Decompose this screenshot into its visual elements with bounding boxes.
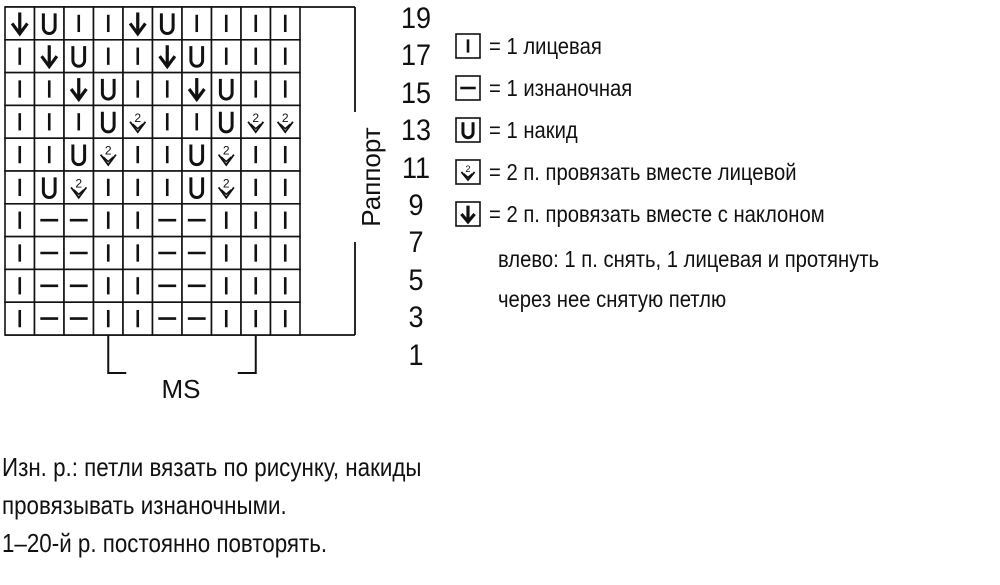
knit-stitch-icon xyxy=(212,204,242,237)
knit-stitch-icon xyxy=(35,105,65,138)
knit-stitch-icon xyxy=(271,40,301,73)
knit-stitch-icon xyxy=(5,40,35,73)
knit-stitch-icon xyxy=(94,269,124,302)
legend-continuation-line-2: через нее снятую петлю xyxy=(498,286,727,312)
purl-stitch-icon xyxy=(153,237,183,270)
row-number: 17 xyxy=(400,39,432,73)
knit-stitch-icon xyxy=(241,73,271,106)
purl-stitch-icon xyxy=(64,302,94,335)
yarn-over-icon xyxy=(35,7,65,40)
legend-item xyxy=(455,32,617,60)
purl-stitch-icon xyxy=(35,302,65,335)
yarn-over-icon xyxy=(94,105,124,138)
legend-text: = 2 п. провязать вместе с наклоном xyxy=(489,200,825,227)
yarn-over-icon xyxy=(94,73,124,106)
yarn-over-icon xyxy=(182,138,212,171)
yarn-over-icon xyxy=(182,40,212,73)
knit-stitch-icon xyxy=(94,204,124,237)
knit-stitch-icon xyxy=(241,204,271,237)
knit-stitch-icon xyxy=(212,40,242,73)
knit-stitch-icon xyxy=(271,269,301,302)
svg-text:2: 2 xyxy=(465,164,471,174)
yarn-over-icon xyxy=(455,117,481,143)
knit-stitch-icon xyxy=(241,237,271,270)
knit-stitch-icon xyxy=(5,204,35,237)
purl-stitch-icon xyxy=(182,204,212,237)
knit-stitch-icon xyxy=(271,204,301,237)
purl-stitch-icon xyxy=(153,204,183,237)
ssk-icon xyxy=(35,40,65,73)
ssk-icon xyxy=(5,7,35,40)
purl-stitch-icon xyxy=(35,269,65,302)
yarn-over-icon xyxy=(64,40,94,73)
knit-stitch-icon xyxy=(94,171,124,204)
knit-stitch-icon xyxy=(5,302,35,335)
knit-stitch-icon xyxy=(123,237,153,270)
yarn-over-icon xyxy=(153,7,183,40)
k2tog-icon xyxy=(212,171,242,204)
legend-item xyxy=(455,74,652,102)
knit-stitch-icon xyxy=(5,171,35,204)
legend-continuation-line-1: влево: 1 п. снять, 1 лицевая и протянуть xyxy=(498,246,880,272)
knit-stitch-icon xyxy=(123,204,153,237)
knit-stitch-icon xyxy=(153,73,183,106)
yarn-over-icon xyxy=(182,171,212,204)
knit-stitch-icon xyxy=(5,237,35,270)
row-number: 11 xyxy=(401,151,431,185)
knit-stitch-icon xyxy=(271,73,301,106)
knit-stitch-icon xyxy=(153,138,183,171)
knit-stitch-icon xyxy=(64,105,94,138)
ssk-icon xyxy=(123,7,153,40)
svg-text:2: 2 xyxy=(222,176,230,191)
knit-stitch-icon xyxy=(271,7,301,40)
ssk-icon xyxy=(455,201,481,227)
knit-stitch-icon xyxy=(94,7,124,40)
svg-text:2: 2 xyxy=(281,110,289,125)
purl-stitch-icon xyxy=(35,204,65,237)
note-line-1: Изн. р.: петли вязать по рисунку, накиды xyxy=(2,452,422,482)
knit-stitch-icon xyxy=(212,7,242,40)
ssk-icon xyxy=(182,73,212,106)
purl-stitch-icon xyxy=(64,204,94,237)
yarn-over-icon xyxy=(64,138,94,171)
ms-bracket-left xyxy=(108,335,126,373)
k2tog-icon xyxy=(94,138,124,171)
row-number: 15 xyxy=(400,76,432,110)
knit-stitch-icon xyxy=(123,269,153,302)
purl-stitch-icon xyxy=(35,237,65,270)
purl-stitch-icon xyxy=(64,237,94,270)
ms-label: MS xyxy=(161,374,201,404)
knit-stitch-icon xyxy=(271,302,301,335)
legend-item xyxy=(455,158,839,186)
legend-item xyxy=(455,200,870,228)
knit-stitch-icon xyxy=(271,171,301,204)
ms-bracket-right xyxy=(238,335,256,373)
row-number: 1 xyxy=(408,338,424,372)
knit-stitch-icon xyxy=(5,105,35,138)
svg-text:2: 2 xyxy=(104,143,112,158)
k2tog-icon xyxy=(455,159,481,185)
row-number: 3 xyxy=(408,301,424,335)
knit-stitch-icon xyxy=(241,302,271,335)
yarn-over-icon xyxy=(212,105,242,138)
note-line-3: 1–20-й р. постоянно повторять. xyxy=(2,528,328,558)
k2tog-icon xyxy=(241,105,271,138)
yarn-over-icon xyxy=(212,73,242,106)
legend-text: = 1 изнаночная xyxy=(489,74,633,101)
knit-stitch-icon xyxy=(271,237,301,270)
knit-stitch-icon xyxy=(94,237,124,270)
knit-stitch-icon xyxy=(123,302,153,335)
legend-item xyxy=(455,116,590,144)
k2tog-icon xyxy=(212,138,242,171)
svg-text:2: 2 xyxy=(134,110,142,125)
knit-stitch-icon xyxy=(241,138,271,171)
knit-stitch-icon xyxy=(123,73,153,106)
knit-stitch-icon xyxy=(241,171,271,204)
row-number: 9 xyxy=(408,189,424,222)
knit-stitch-icon xyxy=(123,138,153,171)
svg-text:2: 2 xyxy=(252,110,260,125)
knit-stitch-icon xyxy=(64,7,94,40)
knit-stitch-icon xyxy=(241,40,271,73)
knit-stitch-icon xyxy=(94,302,124,335)
knit-stitch-icon xyxy=(212,269,242,302)
knit-stitch-icon xyxy=(271,138,301,171)
svg-text:2: 2 xyxy=(222,143,230,158)
legend-text: = 1 лицевая xyxy=(489,32,602,59)
legend-text: = 2 п. провязать вместе лицевой xyxy=(489,158,797,185)
k2tog-icon xyxy=(64,171,94,204)
row-number: 13 xyxy=(400,114,432,148)
svg-text:2: 2 xyxy=(75,176,83,191)
knit-stitch-icon xyxy=(94,40,124,73)
purl-stitch-icon xyxy=(182,269,212,302)
ssk-icon xyxy=(153,40,183,73)
purl-stitch-icon xyxy=(153,302,183,335)
knit-stitch-icon xyxy=(241,269,271,302)
knit-stitch-icon xyxy=(35,73,65,106)
k2tog-icon xyxy=(123,105,153,138)
knit-stitch-icon xyxy=(153,105,183,138)
row-number: 5 xyxy=(408,263,424,297)
legend-text: = 1 накид xyxy=(489,116,578,143)
knit-stitch-icon xyxy=(182,7,212,40)
knit-stitch-icon xyxy=(123,171,153,204)
purl-stitch-icon xyxy=(455,75,481,101)
knit-stitch-icon xyxy=(241,7,271,40)
row-number: 7 xyxy=(408,226,424,260)
rapport-label: Раппорт xyxy=(354,112,388,242)
purl-stitch-icon xyxy=(153,269,183,302)
knit-stitch-icon xyxy=(455,33,481,59)
knit-stitch-icon xyxy=(5,269,35,302)
purl-stitch-icon xyxy=(182,237,212,270)
yarn-over-icon xyxy=(35,171,65,204)
knit-stitch-icon xyxy=(5,73,35,106)
knit-stitch-icon xyxy=(182,105,212,138)
row-number: 19 xyxy=(400,2,432,35)
knit-stitch-icon xyxy=(153,171,183,204)
k2tog-icon xyxy=(271,105,301,138)
knit-stitch-icon xyxy=(212,302,242,335)
note-line-2: провязывать изнаночными. xyxy=(2,490,287,520)
purl-stitch-icon xyxy=(64,269,94,302)
ssk-icon xyxy=(64,73,94,106)
knit-stitch-icon xyxy=(212,237,242,270)
knit-stitch-icon xyxy=(123,40,153,73)
knit-stitch-icon xyxy=(5,138,35,171)
knit-stitch-icon xyxy=(35,138,65,171)
purl-stitch-icon xyxy=(182,302,212,335)
